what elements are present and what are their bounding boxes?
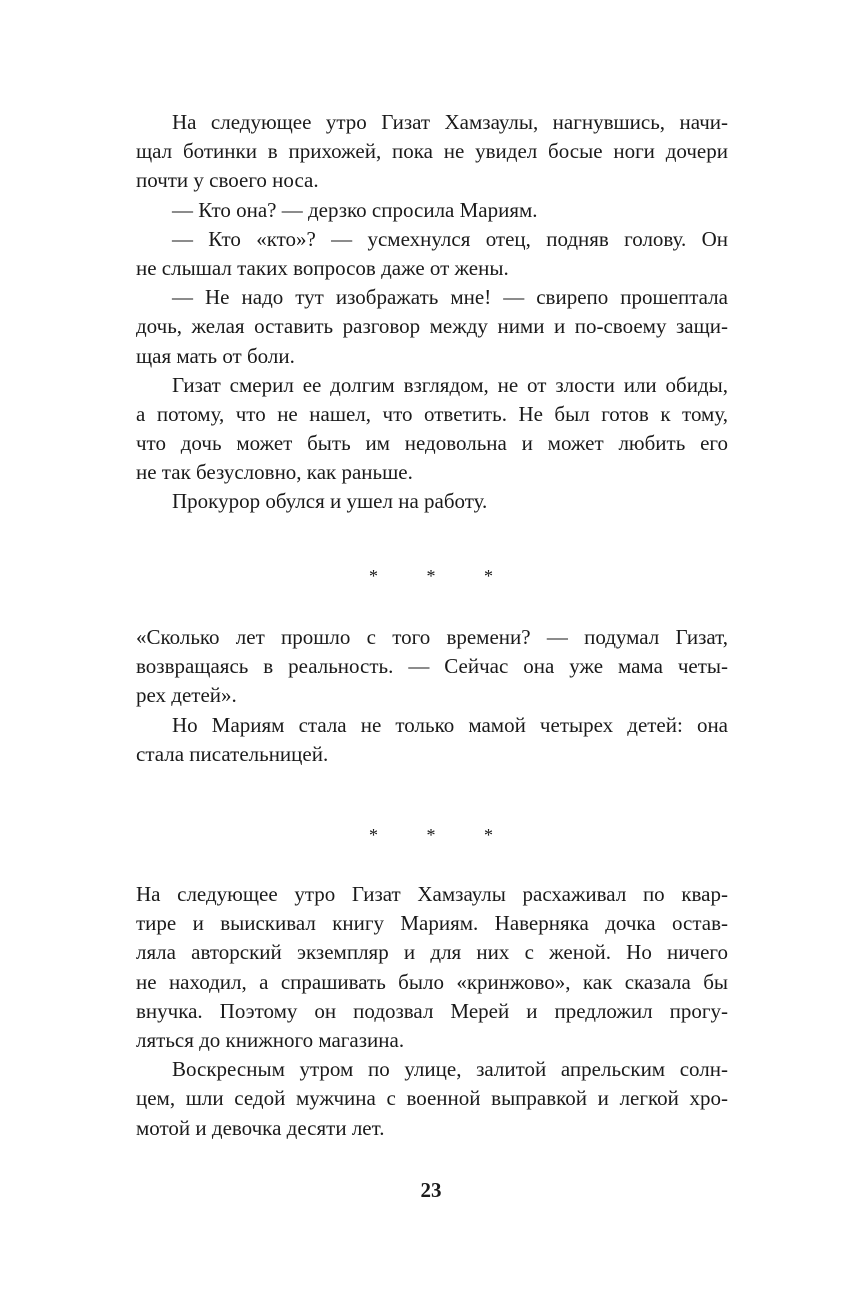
text-line: не находил, а спрашивать было «кринжово», как сказала бы xyxy=(136,969,728,994)
text-line: — Кто «кто»? — усмехнулся отец, подняв голову. Он xyxy=(172,226,728,251)
text-line: тире и выискивал книгу Мариям. Наверняка дочка остав- xyxy=(136,911,728,936)
text-line: ляться до книжного магазина. xyxy=(136,1027,405,1052)
text-line: рех детей». xyxy=(136,683,237,708)
section-separator: * * * xyxy=(369,825,515,845)
text-line: «Сколько лет прошло с того времени? — подумал Гизат, xyxy=(136,625,728,649)
text-line: стала писательницей. xyxy=(136,741,329,766)
text-line: — Не надо тут изображать мне! — свирепо прошептала xyxy=(172,285,728,310)
text-line: а потому, что не нашел, что ответить. Не был готов к тому, xyxy=(136,401,728,426)
section-separator: * * * xyxy=(369,566,515,586)
text-line: Прокурор обулся и ушел на работу. xyxy=(172,489,488,514)
text-line: не слышал таких вопросов даже от жены. xyxy=(136,255,509,280)
text-line: возвращаясь в реальность. — Сейчас она уже мама четы- xyxy=(136,654,728,679)
text-line: не так безусловно, как раньше. xyxy=(136,460,413,485)
text-line: Но Мариям стала не только мамой четырех детей: она xyxy=(172,712,728,737)
text-line: — Кто она? — дерзко спросила Мариям. xyxy=(172,197,538,222)
text-line: щая мать от боли. xyxy=(136,343,295,368)
section-3 xyxy=(136,880,728,1143)
text-line: На следующее утро Гизат Хамзаулы, нагнувшись, начи- xyxy=(172,110,728,134)
text-line: внучка. Поэтому он подозвал Мерей и предложил прогу- xyxy=(136,998,728,1023)
text-line: щал ботинки в прихожей, пока не увидел босые ноги дочери xyxy=(136,139,728,164)
text-line: Воскресным утром по улице, залитой апрельским солн- xyxy=(172,1057,728,1082)
text-line: дочь, желая оставить разговор между ними и по-своему защи- xyxy=(136,314,728,339)
text-line: мотой и девочка десяти лет. xyxy=(136,1115,385,1140)
text-line: почти у своего носа. xyxy=(136,168,319,193)
section-1 xyxy=(136,108,728,517)
text-line: ляла авторский экземпляр и для них с женой. Но ничего xyxy=(136,940,728,965)
text-line: Гизат смерил ее долгим взглядом, не от злости или обиды, xyxy=(172,372,728,397)
section-2 xyxy=(136,623,728,769)
page-number: 23 xyxy=(420,1178,442,1202)
text-line: цем, шли седой мужчина с военной выправкой и легкой хро- xyxy=(136,1086,728,1111)
text-line: На следующее утро Гизат Хамзаулы расхаживал по квар- xyxy=(136,882,728,906)
text-line: что дочь может быть им недовольна и может любить его xyxy=(136,431,728,456)
